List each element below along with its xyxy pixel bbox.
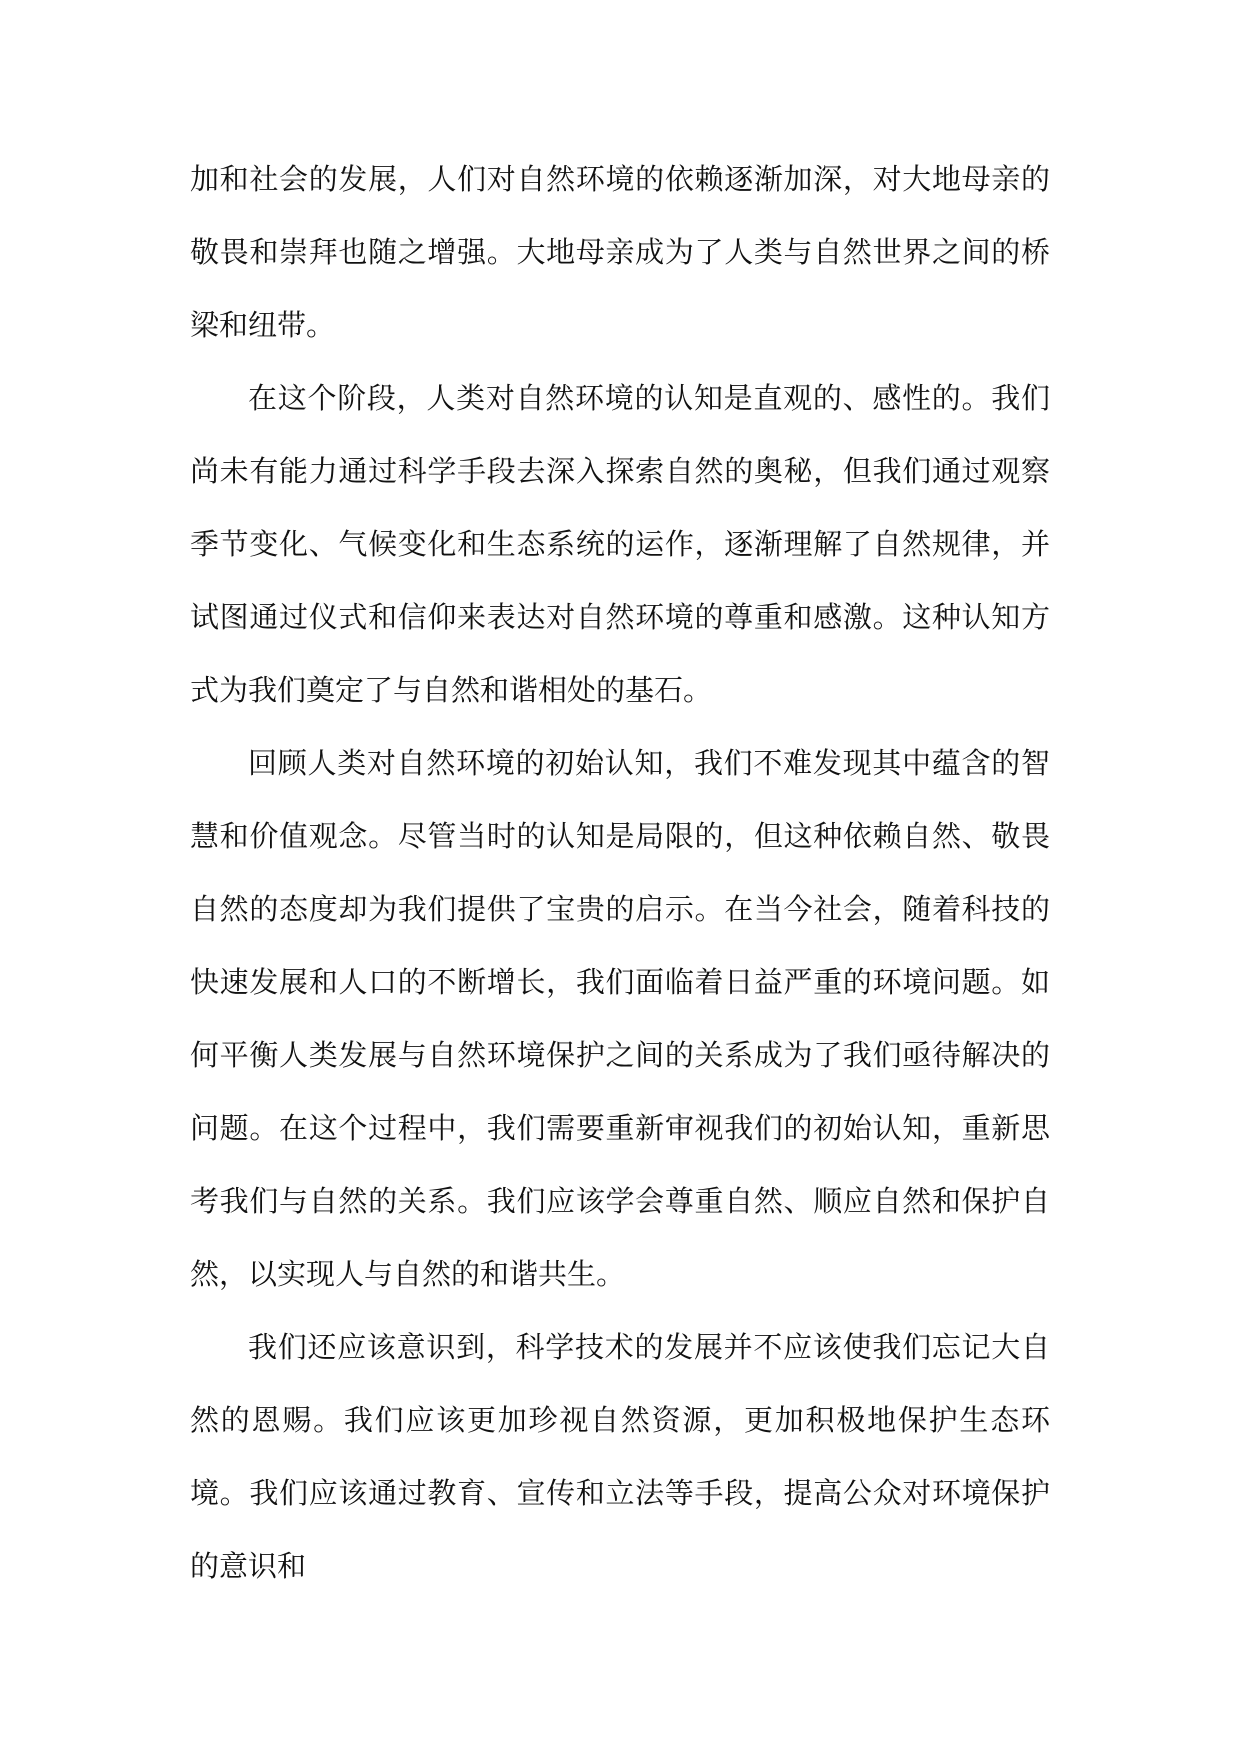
paragraph-3: 回顾人类对自然环境的初始认知，我们不难发现其中蕴含的智慧和价值观念。尽管当时的认知是局限的，但这种依赖自然、敬畏自然的态度却为我们提供了宝贵的启示。在当今社会，随着科技的快速发展和人口的不断增长，我们面临着日益严重的环境问题。如何平衡人类发展与自然环境保护之间的关系成为了我们亟待解决的问题。在这个过程中，我们需要重新审视我们的初始认知，重新思考我们与自然的关系。我们应该学会尊重自然、顺应自然和保护自然，以实现人与自然的和谐共生。 — [190, 746, 1050, 1291]
paragraph-4: 我们还应该意识到，科学技术的发展并不应该使我们忘记大自然的恩赐。我们应该更加珍视自然资源，更加积极地保护生态环境。我们应该通过教育、宣传和立法等手段，提高公众对环境保护的意识和 — [190, 1330, 1050, 1583]
paragraph-2: 在这个阶段，人类对自然环境的认知是直观的、感性的。我们尚未有能力通过科学手段去深入探索自然的奥秘，但我们通过观察季节变化、气候变化和生态系统的运作，逐渐理解了自然规律，并试图通过仪式和信仰来表达对自然环境的尊重和感激。这种认知方式为我们奠定了与自然和谐相处的基石。 — [190, 381, 1050, 707]
paragraph-1: 加和社会的发展，人们对自然环境的依赖逐渐加深，对大地母亲的敬畏和崇拜也随之增强。大地母亲成为了人类与自然世界之间的桥梁和纽带。 — [190, 162, 1050, 342]
document-body — [190, 143, 1050, 1603]
